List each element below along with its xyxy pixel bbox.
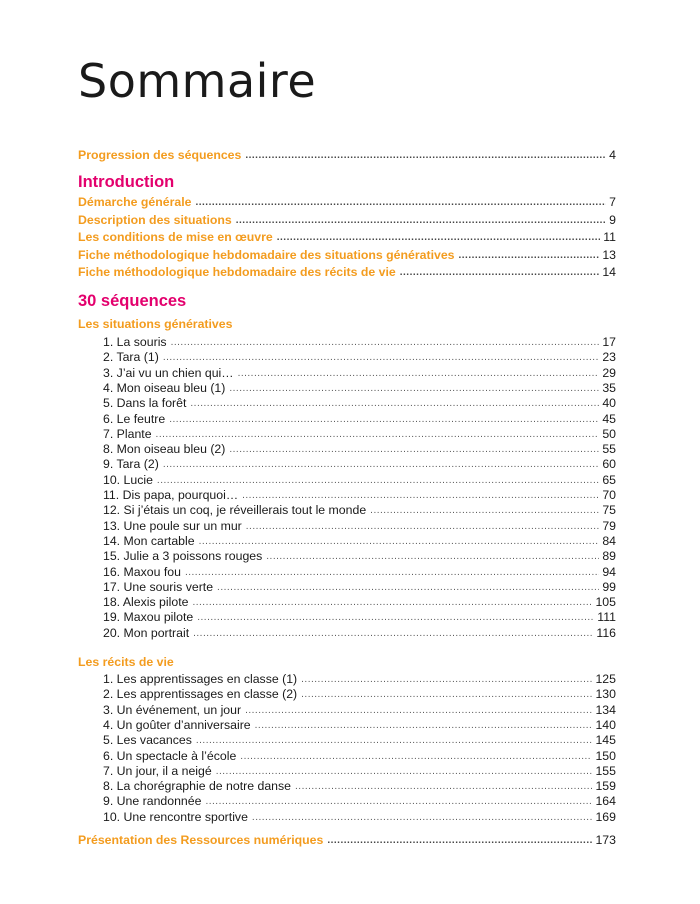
- toc-entry-page: 75: [602, 503, 616, 518]
- toc-entry-page: 45: [602, 411, 616, 426]
- toc-entry-page: 14: [602, 265, 616, 279]
- toc-entry-page: 150: [595, 748, 616, 763]
- toc-entry-page: 159: [595, 779, 616, 794]
- toc-entry[interactable]: [78, 579, 616, 595]
- dot-leader: [157, 474, 599, 487]
- toc-entry-page: 35: [602, 380, 616, 395]
- toc-entry[interactable]: [78, 349, 616, 365]
- toc-entry[interactable]: [78, 441, 616, 457]
- dot-leader: [205, 795, 592, 808]
- dot-leader: [301, 688, 592, 701]
- toc-entry-page: 79: [602, 518, 616, 533]
- toc-entry-page: 111: [597, 610, 616, 625]
- toc-entry-label: 4. Mon oiseau bleu (1): [103, 380, 226, 395]
- dot-leader: [252, 811, 593, 824]
- toc-entry-label: 7. Un jour, il a neigé: [103, 763, 212, 778]
- toc-entry[interactable]: [78, 395, 616, 411]
- dot-leader: [169, 413, 599, 426]
- toc-entry-label: Description des situations: [78, 212, 232, 227]
- toc-entry-label: 20. Mon portrait: [103, 625, 190, 640]
- toc-entry[interactable]: [78, 212, 616, 228]
- dot-leader: [266, 550, 599, 563]
- toc-entry-page: 155: [595, 763, 616, 778]
- page-title: Sommaire: [78, 54, 317, 108]
- toc-entry-label: 8. Mon oiseau bleu (2): [103, 442, 226, 457]
- toc-entry[interactable]: [78, 518, 616, 534]
- toc-entry-label: 3. J’ai vu un chien qui…: [103, 365, 234, 380]
- toc-entry-label: 6. Un spectacle à l’école: [103, 748, 237, 763]
- toc-entry-page: 7: [609, 195, 616, 209]
- toc-entry-label: 4. Un goûter d’anniversaire: [103, 717, 251, 732]
- dot-leader: [216, 765, 593, 778]
- subsection-title-recits: Les récits de vie: [78, 655, 174, 669]
- toc-entry-label: 9. Tara (2): [103, 457, 159, 472]
- toc-entry[interactable]: [78, 264, 616, 280]
- dot-leader: [245, 149, 606, 162]
- toc-entry-label: 15. Julie a 3 poissons rouges: [103, 549, 263, 564]
- dot-leader: [246, 520, 600, 533]
- toc-entry-page: 70: [602, 488, 616, 502]
- dot-leader: [229, 443, 599, 456]
- toc-entry-label: 1. Les apprentissages en classe (1): [103, 672, 298, 686]
- dot-leader: [277, 231, 600, 244]
- toc-entry-label: 10. Lucie: [103, 472, 153, 487]
- toc-entry-page: 29: [602, 365, 616, 380]
- toc-entry-page: 173: [595, 833, 616, 847]
- section-heading-introduction: Introduction: [78, 173, 175, 191]
- toc-entry-page: 134: [595, 702, 616, 717]
- dot-leader: [242, 489, 599, 502]
- toc-entry[interactable]: [78, 426, 616, 442]
- toc-entry-page: 99: [602, 579, 616, 594]
- toc-entry-page: 55: [602, 442, 616, 457]
- toc-entry-page: 40: [602, 396, 616, 411]
- toc-entry[interactable]: [78, 456, 616, 472]
- toc-entry-page: 11: [603, 230, 616, 244]
- dot-leader: [197, 611, 594, 624]
- toc-entry[interactable]: [78, 472, 616, 488]
- dot-leader: [370, 504, 599, 517]
- dot-leader: [199, 535, 600, 548]
- toc-entry-label: 14. Mon cartable: [103, 533, 195, 548]
- toc-entry-page: 13: [602, 247, 616, 262]
- toc-entry-page: 89: [602, 549, 616, 564]
- toc-entry-label: 3. Un événement, un jour: [103, 702, 242, 717]
- dot-leader: [196, 734, 593, 747]
- toc-entry-page: 4: [609, 148, 616, 162]
- toc-entry-label: Fiche méthodologique hebdomadaire des situations génératives: [78, 247, 455, 262]
- toc-entry-page: 105: [595, 595, 616, 610]
- toc-entry[interactable]: [78, 247, 616, 263]
- toc-entry-page: 169: [595, 809, 616, 824]
- toc-entry[interactable]: [78, 702, 616, 718]
- dot-leader: [171, 336, 600, 349]
- toc-entry[interactable]: [78, 732, 616, 748]
- toc-entry[interactable]: [78, 411, 616, 427]
- toc-entry-label: 18. Alexis pilote: [103, 595, 189, 610]
- toc-entry-label: 2. Tara (1): [103, 350, 159, 365]
- dot-leader: [327, 834, 592, 847]
- toc-entry[interactable]: [78, 686, 616, 702]
- toc-entry-label: 11. Dis papa, pourquoi…: [103, 488, 239, 502]
- dot-leader: [295, 780, 592, 793]
- toc-entry-page: 116: [596, 625, 616, 640]
- toc-entry-label: 9. Une randonnée: [103, 794, 202, 809]
- toc-entry-page: 23: [602, 350, 616, 365]
- dot-leader: [190, 397, 599, 410]
- toc-entry[interactable]: [78, 594, 616, 610]
- toc-entry-page: 50: [602, 426, 616, 441]
- dot-leader: [192, 596, 592, 609]
- section-heading-sequences: 30 séquences: [78, 292, 187, 310]
- toc-entry-label: 19. Maxou pilote: [103, 610, 194, 625]
- toc-entry-label: Fiche méthodologique hebdomadaire des récits de vie: [78, 265, 396, 279]
- toc-entry[interactable]: [78, 809, 616, 825]
- toc-entry-label: 10. Une rencontre sportive: [103, 809, 248, 824]
- dot-leader: [236, 214, 606, 227]
- toc-entry-page: 17: [602, 335, 616, 349]
- toc-entry-label: Progression des séquences: [78, 148, 242, 162]
- dot-leader: [185, 566, 599, 579]
- toc-entry[interactable]: [78, 380, 616, 396]
- toc-entry-label: 17. Une souris verte: [103, 579, 214, 594]
- toc-entry-label: Les conditions de mise en œuvre: [78, 230, 273, 244]
- toc-entry[interactable]: [78, 717, 616, 733]
- toc-entry-label: 8. La chorégraphie de notre danse: [103, 779, 292, 794]
- toc-entry[interactable]: [78, 793, 616, 809]
- toc-entry-page: 130: [595, 687, 616, 702]
- toc-entry[interactable]: [78, 548, 616, 564]
- dot-leader: [163, 351, 599, 364]
- toc-entry[interactable]: [78, 564, 616, 580]
- toc-entry[interactable]: [78, 625, 616, 641]
- toc-entry[interactable]: [78, 229, 616, 245]
- dot-leader: [238, 367, 600, 380]
- toc-entry-label: 13. Une poule sur un mur: [103, 518, 242, 533]
- toc-entry-page: 164: [595, 794, 616, 809]
- toc-entry[interactable]: [78, 194, 616, 210]
- toc-entry-label: 12. Si j’étais un coq, je réveillerais tout le monde: [103, 503, 367, 518]
- toc-entry-label: 7. Plante: [103, 426, 152, 441]
- toc-entry-label: 1. La souris: [103, 335, 167, 349]
- toc-entry[interactable]: [78, 671, 616, 687]
- toc-entry-label: 2. Les apprentissages en classe (2): [103, 687, 298, 702]
- toc-entry-label: Présentation des Ressources numériques: [78, 833, 324, 847]
- toc-entry[interactable]: [78, 334, 616, 350]
- dot-leader: [163, 458, 599, 471]
- toc-entry-page: 145: [595, 733, 616, 748]
- toc-entry-page: 84: [602, 533, 616, 548]
- toc-entry-page: 140: [595, 717, 616, 732]
- toc-entry-page: 60: [602, 457, 616, 472]
- dot-leader: [245, 704, 592, 717]
- toc-entry-page: 65: [602, 472, 616, 487]
- dot-leader: [156, 428, 600, 441]
- toc-entry[interactable]: [78, 763, 616, 779]
- dot-leader: [255, 719, 593, 732]
- toc-entry[interactable]: [78, 502, 616, 518]
- dot-leader: [193, 627, 593, 640]
- toc-entry-label: 5. Les vacances: [103, 733, 192, 748]
- toc-entry-label: 5. Dans la forêt: [103, 396, 187, 411]
- toc-entry-progression[interactable]: [78, 147, 616, 163]
- dot-leader: [240, 750, 592, 763]
- toc-entry[interactable]: [78, 487, 616, 503]
- dot-leader: [400, 266, 600, 279]
- toc-entry[interactable]: [78, 533, 616, 549]
- dot-leader: [217, 581, 599, 594]
- toc-entry[interactable]: [78, 748, 616, 764]
- dot-leader: [301, 673, 592, 686]
- dot-leader: [195, 196, 606, 209]
- toc-entry-page: 9: [609, 212, 616, 227]
- toc-entry[interactable]: [78, 609, 616, 625]
- toc-entry-page: 125: [595, 672, 616, 686]
- subsection-title-generatives: Les situations génératives: [78, 317, 233, 331]
- dot-leader: [229, 382, 599, 395]
- toc-entry-ressources[interactable]: [78, 832, 616, 848]
- toc-entry[interactable]: [78, 365, 616, 381]
- toc-entry-page: 94: [602, 564, 616, 579]
- toc-entry[interactable]: [78, 778, 616, 794]
- toc-entry-label: 16. Maxou fou: [103, 564, 181, 579]
- dot-leader: [459, 249, 600, 262]
- toc-entry-label: Démarche générale: [78, 195, 192, 209]
- toc-entry-label: 6. Le feutre: [103, 411, 166, 426]
